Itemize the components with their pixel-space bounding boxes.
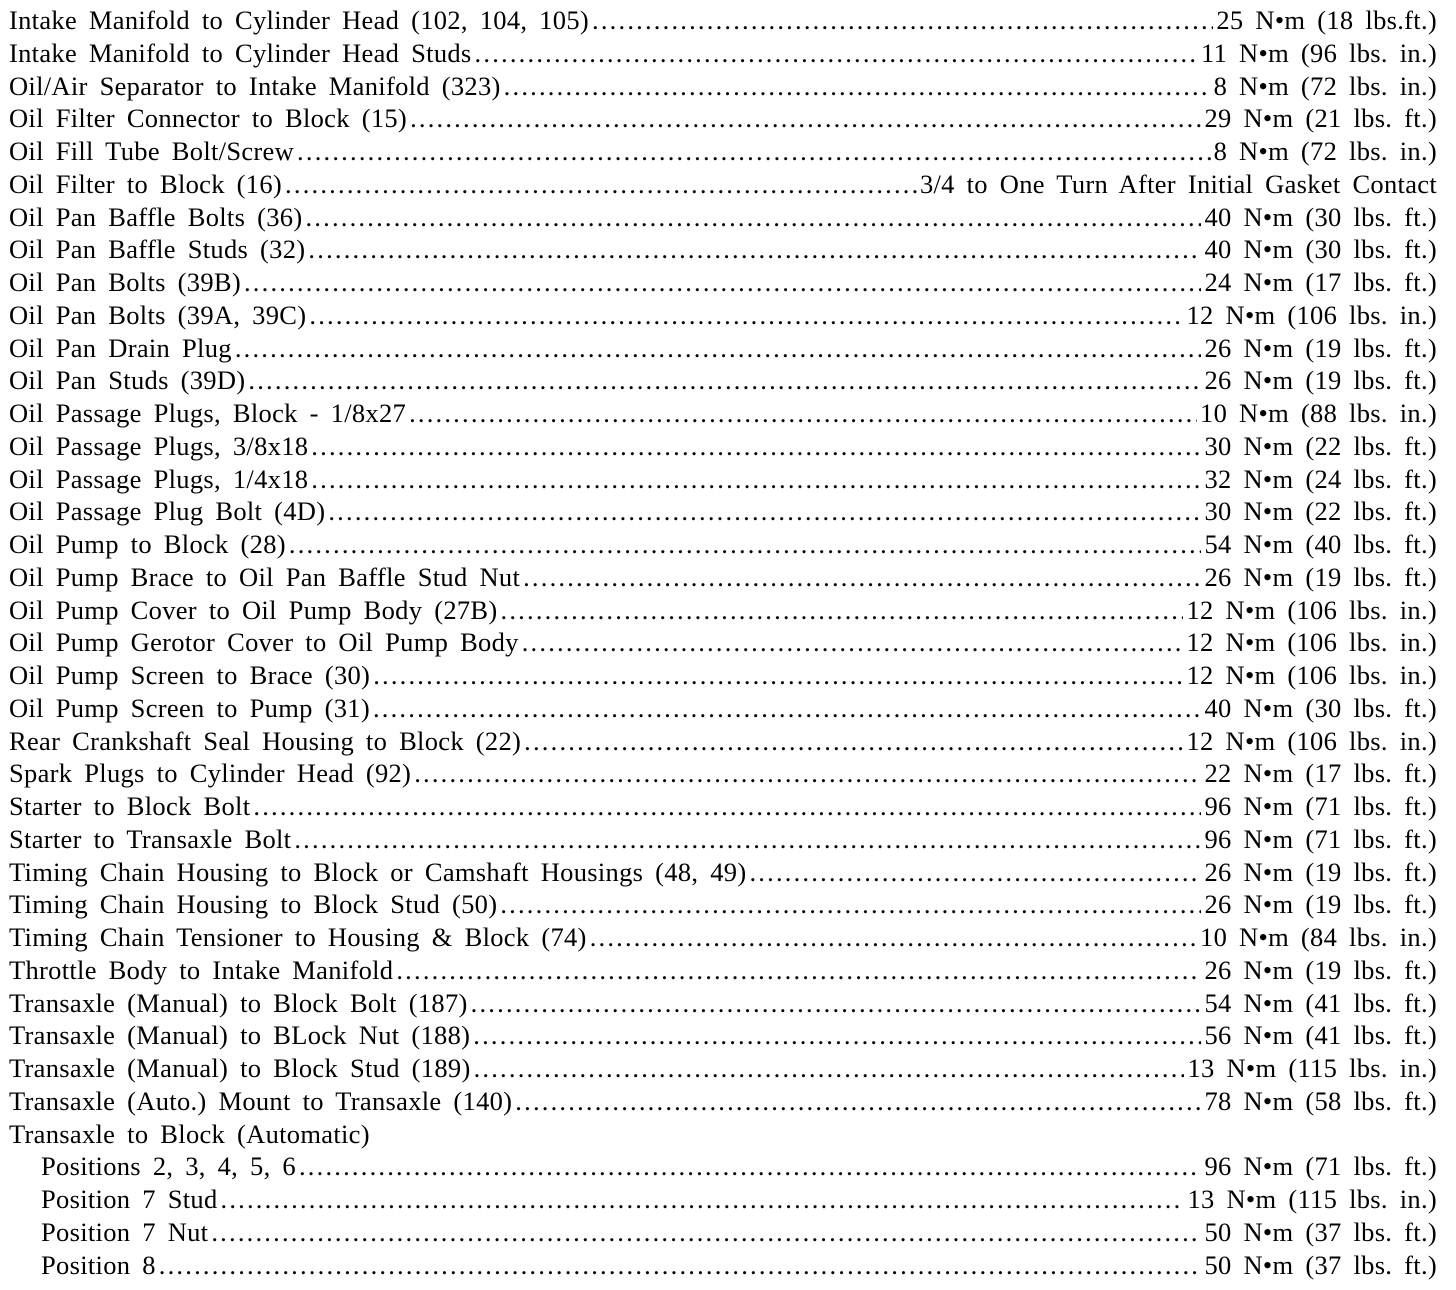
spec-row: [9, 364, 1437, 397]
spec-value: 50 N•m (37 lbs. ft.): [1204, 1249, 1437, 1280]
spec-value: 26 N•m (19 lbs. ft.): [1204, 889, 1437, 920]
spec-item: Oil Passage Plug Bolt (4D): [9, 496, 326, 527]
spec-item: Throttle Body to Intake Manifold: [9, 954, 394, 985]
spec-row: [9, 790, 1437, 823]
leader-dots: [515, 1085, 1201, 1118]
leader-dots: [523, 561, 1201, 594]
spec-value: 30 N•m (22 lbs. ft.): [1204, 430, 1437, 461]
spec-row: [9, 987, 1437, 1020]
leader-dots: [471, 987, 1202, 1020]
spec-row: [9, 168, 1437, 201]
leader-dots: [410, 102, 1201, 135]
leader-dots: [253, 790, 1201, 823]
spec-item: Oil Pump Gerotor Cover to Oil Pump Body: [9, 627, 519, 658]
spec-row: [9, 37, 1437, 70]
leader-dots: [414, 757, 1201, 790]
spec-item: Timing Chain Housing to Block or Camshaft Housings (48, 49): [9, 856, 747, 887]
spec-value: 8 N•m (72 lbs. in.): [1213, 136, 1437, 166]
group-heading-row: [9, 1118, 1437, 1151]
spec-item: Oil Passage Plugs, Block - 1/8x27: [9, 398, 407, 428]
spec-value: 12 N•m (106 lbs. in.): [1186, 725, 1437, 756]
spec-row: [9, 659, 1437, 692]
leader-dots: [474, 1052, 1185, 1085]
leader-dots: [248, 364, 1201, 397]
spec-item: Oil Passage Plugs, 1/4x18: [9, 463, 309, 494]
spec-value: 24 N•m (17 lbs. ft.): [1204, 267, 1437, 297]
leader-dots: [409, 397, 1197, 430]
spec-value: 50 N•m (37 lbs. ft.): [1204, 1216, 1437, 1247]
spec-subitem: Position 7 Nut: [41, 1216, 209, 1247]
leader-dots: [309, 299, 1183, 332]
spec-row: [9, 463, 1437, 496]
spec-item: Oil Pump Screen to Pump (31): [9, 692, 370, 723]
leader-dots: [328, 495, 1201, 528]
spec-row: [9, 266, 1437, 299]
spec-row: [9, 1085, 1437, 1118]
leader-dots: [504, 70, 1211, 103]
spec-value: 25 N•m (18 lbs.ft.): [1216, 5, 1437, 35]
spec-item: Timing Chain Tensioner to Housing & Block (74): [9, 922, 587, 952]
leader-dots: [592, 4, 1213, 37]
spec-value: 54 N•m (40 lbs. ft.): [1204, 529, 1437, 559]
leader-dots: [235, 332, 1202, 365]
spec-item: Transaxle (Manual) to Block Stud (189): [9, 1053, 471, 1083]
leader-dots: [311, 430, 1201, 463]
spec-value: 12 N•m (106 lbs. in.): [1186, 627, 1437, 658]
spec-item: Oil Pan Drain Plug: [9, 332, 232, 363]
torque-spec-list: [9, 4, 1437, 1281]
spec-value: 30 N•m (22 lbs. ft.): [1204, 496, 1437, 527]
leader-dots: [749, 856, 1201, 889]
spec-value: 13 N•m (115 lbs. in.): [1187, 1184, 1437, 1214]
spec-item: Oil Pan Baffle Studs (32): [9, 234, 306, 265]
spec-item: Oil Pan Bolts (39A, 39C): [9, 299, 307, 330]
spec-item: Timing Chain Housing to Block Stud (50): [9, 889, 498, 920]
spec-subrow: [9, 1150, 1437, 1183]
leader-dots: [294, 823, 1201, 856]
leader-dots: [311, 463, 1201, 496]
spec-row: [9, 1019, 1437, 1052]
spec-row: [9, 70, 1437, 103]
leader-dots: [373, 692, 1202, 725]
spec-value: 3/4 to One Turn After Initial Gasket Contact: [919, 168, 1437, 199]
spec-row: [9, 135, 1437, 168]
spec-value: 11 N•m (96 lbs. in.): [1201, 37, 1437, 68]
spec-item: Oil Pan Bolts (39B): [9, 267, 241, 297]
spec-row: [9, 528, 1437, 561]
spec-item: Intake Manifold to Cylinder Head (102, 104, 105): [9, 5, 590, 35]
spec-value: 40 N•m (30 lbs. ft.): [1204, 201, 1437, 232]
spec-row: [9, 430, 1437, 463]
spec-value: 29 N•m (21 lbs. ft.): [1204, 103, 1437, 134]
spec-subrow: [9, 1249, 1437, 1282]
spec-subrow: [9, 1216, 1437, 1249]
leader-dots: [221, 1183, 1185, 1216]
spec-row: [9, 692, 1437, 725]
spec-item: Starter to Block Bolt: [9, 791, 251, 821]
spec-row: [9, 102, 1437, 135]
spec-item: Oil Pump Cover to Oil Pump Body (27B): [9, 594, 498, 625]
spec-value: 32 N•m (24 lbs. ft.): [1204, 463, 1437, 494]
spec-value: 40 N•m (30 lbs. ft.): [1204, 692, 1437, 723]
spec-row: [9, 594, 1437, 627]
leader-dots: [501, 594, 1184, 627]
leader-dots: [305, 201, 1201, 234]
spec-value: 26 N•m (19 lbs. ft.): [1204, 954, 1437, 985]
spec-item: Oil Pan Baffle Bolts (36): [9, 201, 303, 232]
spec-subitem: Position 7 Stud: [41, 1184, 218, 1214]
spec-value: 22 N•m (17 lbs. ft.): [1204, 758, 1437, 789]
spec-value: 12 N•m (106 lbs. in.): [1186, 594, 1437, 625]
leader-dots: [211, 1216, 1201, 1249]
spec-item: Oil Filter to Block (16): [9, 168, 283, 199]
leader-dots: [289, 528, 1202, 561]
spec-row: [9, 626, 1437, 659]
spec-row: [9, 332, 1437, 365]
spec-value: 10 N•m (88 lbs. in.): [1200, 398, 1437, 428]
spec-row: [9, 888, 1437, 921]
spec-row: [9, 921, 1437, 954]
spec-row: [9, 201, 1437, 234]
spec-value: 40 N•m (30 lbs. ft.): [1204, 234, 1437, 265]
spec-value: 96 N•m (71 lbs. ft.): [1204, 823, 1437, 854]
spec-row: [9, 4, 1437, 37]
spec-item: Transaxle (Manual) to BLock Nut (188): [9, 1020, 471, 1051]
spec-row: [9, 397, 1437, 430]
spec-value: 13 N•m (115 lbs. in.): [1187, 1053, 1437, 1083]
spec-value: 26 N•m (19 lbs. ft.): [1204, 856, 1437, 887]
leader-dots: [590, 921, 1197, 954]
leader-dots: [473, 1019, 1201, 1052]
spec-item: Oil Passage Plugs, 3/8x18: [9, 430, 309, 461]
spec-value: 54 N•m (41 lbs. ft.): [1204, 987, 1437, 1018]
leader-dots: [396, 954, 1201, 987]
leader-dots: [500, 888, 1201, 921]
spec-value: 26 N•m (19 lbs. ft.): [1204, 332, 1437, 363]
spec-item: Oil Pump Brace to Oil Pan Baffle Stud Nut: [9, 561, 521, 592]
spec-row: [9, 725, 1437, 758]
spec-row: [9, 1052, 1437, 1085]
spec-subrow: [9, 1183, 1437, 1216]
spec-row: [9, 299, 1437, 332]
leader-dots: [297, 135, 1211, 168]
spec-row: [9, 823, 1437, 856]
spec-value: 12 N•m (106 lbs. in.): [1186, 660, 1437, 690]
spec-value: 26 N•m (19 lbs. ft.): [1204, 365, 1437, 396]
spec-row: [9, 561, 1437, 594]
spec-value: 96 N•m (71 lbs. ft.): [1204, 1151, 1437, 1182]
leader-dots: [285, 168, 917, 201]
spec-item: Transaxle (Manual) to Block Bolt (187): [9, 987, 468, 1018]
spec-item: Oil Fill Tube Bolt/Screw: [9, 136, 295, 166]
spec-item: Oil Filter Connector to Block (15): [9, 103, 408, 134]
leader-dots: [308, 233, 1201, 266]
spec-value: 96 N•m (71 lbs. ft.): [1204, 791, 1437, 821]
spec-item: Starter to Transaxle Bolt: [9, 823, 292, 854]
leader-dots: [244, 266, 1201, 299]
spec-item: Rear Crankshaft Seal Housing to Block (22): [9, 725, 522, 756]
leader-dots: [524, 725, 1183, 758]
spec-item: Intake Manifold to Cylinder Head Studs: [9, 37, 472, 68]
leader-dots: [522, 626, 1184, 659]
spec-subitem: Position 8: [41, 1249, 156, 1280]
spec-item: Oil Pump to Block (28): [9, 529, 286, 559]
spec-value: 8 N•m (72 lbs. in.): [1213, 70, 1437, 101]
spec-row: [9, 954, 1437, 987]
spec-value: 12 N•m (106 lbs. in.): [1186, 299, 1437, 330]
spec-row: [9, 495, 1437, 528]
leader-dots: [159, 1249, 1202, 1282]
spec-row: [9, 856, 1437, 889]
leader-dots: [373, 659, 1183, 692]
leader-dots: [299, 1150, 1201, 1183]
spec-value: 56 N•m (41 lbs. ft.): [1204, 1020, 1437, 1051]
spec-subitem: Positions 2, 3, 4, 5, 6: [41, 1151, 296, 1182]
group-heading: Transaxle to Block (Automatic): [9, 1118, 370, 1149]
leader-dots: [475, 37, 1198, 70]
spec-value: 26 N•m (19 lbs. ft.): [1204, 561, 1437, 592]
spec-row: [9, 233, 1437, 266]
spec-item: Oil Pump Screen to Brace (30): [9, 660, 371, 690]
spec-item: Oil/Air Separator to Intake Manifold (323): [9, 70, 501, 101]
spec-item: Oil Pan Studs (39D): [9, 365, 246, 396]
spec-row: [9, 757, 1437, 790]
spec-value: 78 N•m (58 lbs. ft.): [1204, 1085, 1437, 1116]
spec-item: Transaxle (Auto.) Mount to Transaxle (140): [9, 1085, 513, 1116]
spec-value: 10 N•m (84 lbs. in.): [1200, 922, 1437, 952]
spec-item: Spark Plugs to Cylinder Head (92): [9, 758, 412, 789]
